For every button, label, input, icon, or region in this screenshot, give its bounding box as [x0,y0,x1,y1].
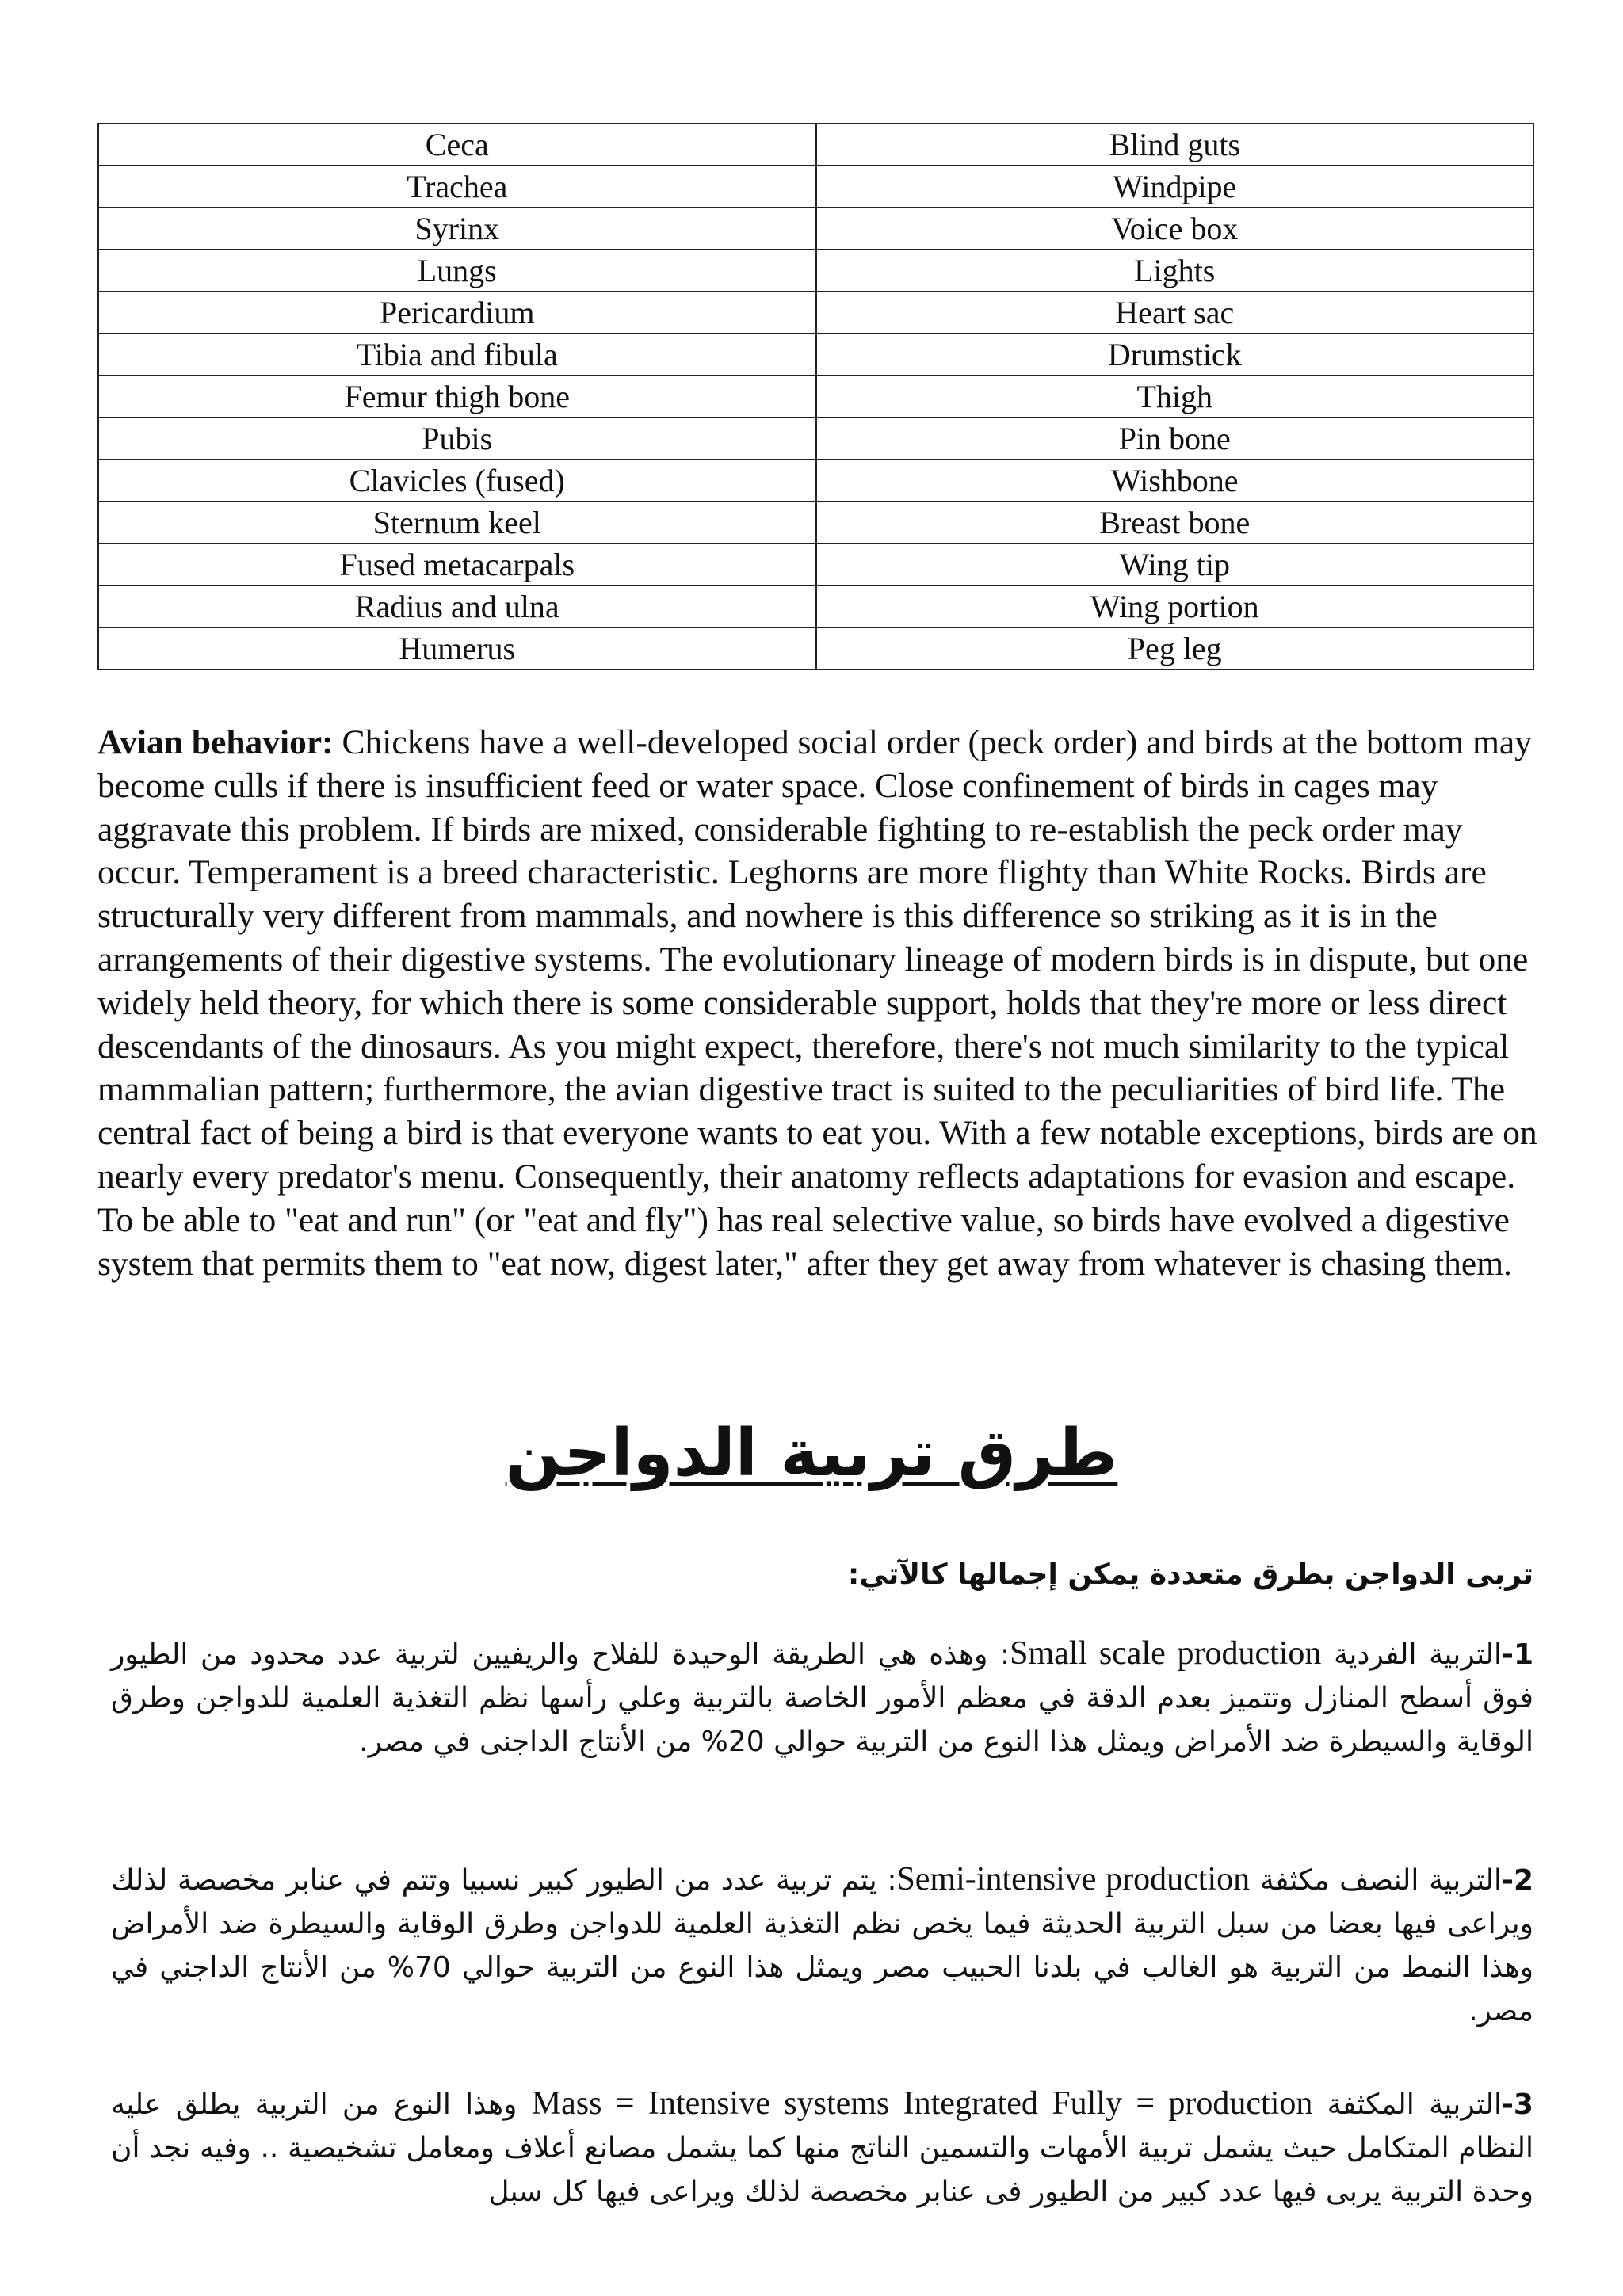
anatomy-table [97,123,1534,670]
arabic-intro-text: تربى الدواجن بطرق متعددة يمكن إجمالها كالآتي: [847,1558,1533,1591]
common-name-cell: Thigh [816,376,1534,418]
common-name-cell: Breast bone [816,502,1534,543]
anatomical-term-cell: Ceca [98,124,816,166]
common-name-cell: Pin bone [816,418,1534,460]
avian-behavior-heading: Avian behavior: [97,723,334,761]
table-row [98,292,1533,334]
anatomical-term-cell: Syrinx [98,208,816,250]
arabic-item-2 [111,1858,1533,2033]
anatomical-term-cell: Trachea [98,166,816,208]
table-row [98,502,1533,543]
arabic-item-number: 3- [1501,2088,1533,2121]
table-row [98,585,1533,627]
anatomical-term-cell: Tibia and fibula [98,334,816,376]
anatomical-term-cell: Sternum keel [98,502,816,543]
arabic-item-text: وهذا النوع من التربية يطلق عليه النظام المتكامل حيث يشمل تربية الأمهات والتسمين الناتج منها كما يشمل مصانع أعلاف ومعامل تشخيصية .. وفيه نجد أن وحدة التربية يربى فيها عدد كبير من الطيور فى عنابر مخصصة لذلك ويراعى فيها كل سبل [111,2088,1533,2208]
anatomy-table-body [98,124,1533,669]
common-name-cell: Peg leg [816,627,1534,669]
arabic-intro [111,1553,1533,1596]
common-name-cell: Heart sac [816,292,1534,334]
arabic-item-english-term: Mass = Intensive systems Integrated Fully = production [531,2085,1313,2122]
arabic-item-1 [111,1632,1533,1764]
anatomical-term-cell: Lungs [98,250,816,292]
arabic-item-english-term: Semi-intensive production [896,1861,1251,1897]
table-row [98,543,1533,585]
arabic-item-number: 2- [1501,1864,1533,1897]
common-name-cell: Wing portion [816,585,1534,627]
table-row [98,376,1533,418]
arabic-item-heading: التربية المكثفة [1327,2088,1502,2121]
anatomical-term-cell: Femur thigh bone [98,376,816,418]
table-row [98,166,1533,208]
arabic-item-text: : يتم تربية عدد من الطيور كبير نسبيا وتتم في عنابر مخصصة لذلك ويراعى فيها بعضا من سبل التربية الحديثة فيما يخص نظم التغذية العلمية للدواجن وطرق الوقاية والسيطرة ضد الأمراض وهذا النمط من التربية هو الغالب في بلدنا الحبيب مصر ويمثل هذا النوع من التربية حوالي 70% من الأنتاج الداجني في مصر. [111,1864,1533,2027]
table-row [98,250,1533,292]
anatomical-term-cell: Clavicles (fused) [98,460,816,502]
table-row [98,460,1533,502]
arabic-item-3 [111,2082,1533,2214]
table-row [98,418,1533,460]
avian-behavior-text: Chickens have a well-developed social order (peck order) and birds at the bottom may become culls if there is insufficient feed or water space. Close confinement of birds in cages may aggravate this problem. If birds are mixed, considerable fighting to re-establish the peck order may occur. Temperament is a breed characteristic. Leghorns are more flighty than White Rocks. Birds are structurally very different from mammals, and nowhere is this difference so striking as it is in the arrangements of their digestive systems. The evolutionary lineage of modern birds is in dispute, but one widely held theory, for which there is some considerable support, holds that they're more or less direct descendants of the dinosaurs. As you might expect, therefore, there's not much similarity to the typical mammalian pattern; furthermore, the avian digestive tract is suited to the peculiarities of bird life. The central fact of being a bird is that everyone wants to eat you. With a few notable exceptions, birds are on nearly every predator's menu. Consequently, their anatomy reflects adaptations for evasion and escape. To be able to "eat and run" (or "eat and fly") has real selective value, so birds have evolved a digestive system that permits them to "eat now, digest later," after they get away from whatever is chasing them. [97,723,1537,1283]
arabic-item-english-term: Small scale production [1010,1635,1322,1672]
common-name-cell: Drumstick [816,334,1534,376]
arabic-section-title: طرق تربية الدواجن [505,1416,1118,1491]
table-row [98,627,1533,669]
common-name-cell: Wishbone [816,460,1534,502]
table-row [98,124,1533,166]
table-row [98,208,1533,250]
anatomical-term-cell: Radius and ulna [98,585,816,627]
avian-behavior-paragraph [97,721,1540,1285]
anatomical-term-cell: Humerus [98,627,816,669]
common-name-cell: Lights [816,250,1534,292]
common-name-cell: Voice box [816,208,1534,250]
arabic-item-heading: التربية النصف مكثفة [1259,1864,1502,1897]
common-name-cell: Windpipe [816,166,1534,208]
table-row [98,334,1533,376]
anatomical-term-cell: Pubis [98,418,816,460]
anatomical-term-cell: Fused metacarpals [98,543,816,585]
arabic-item-number: 1- [1501,1638,1533,1671]
arabic-item-heading: التربية الفردية [1334,1638,1502,1671]
common-name-cell: Wing tip [816,543,1534,585]
common-name-cell: Blind guts [816,124,1534,166]
arabic-item-text: : وهذه هي الطريقة الوحيدة للفلاح والريفيين لتربية عدد محدود من الطيور فوق أسطح المنازل وتتميز بعدم الدقة في معظم الأمور الخاصة بالتربية وعلي رأسها نظم التغذية العلمية للدواجن وطرق الوقاية والسيطرة ضد الأمراض ويمثل هذا النوع من التربية حوالي 20% من الأنتاج الداجنى في مصر. [111,1638,1533,1758]
anatomical-term-cell: Pericardium [98,292,816,334]
